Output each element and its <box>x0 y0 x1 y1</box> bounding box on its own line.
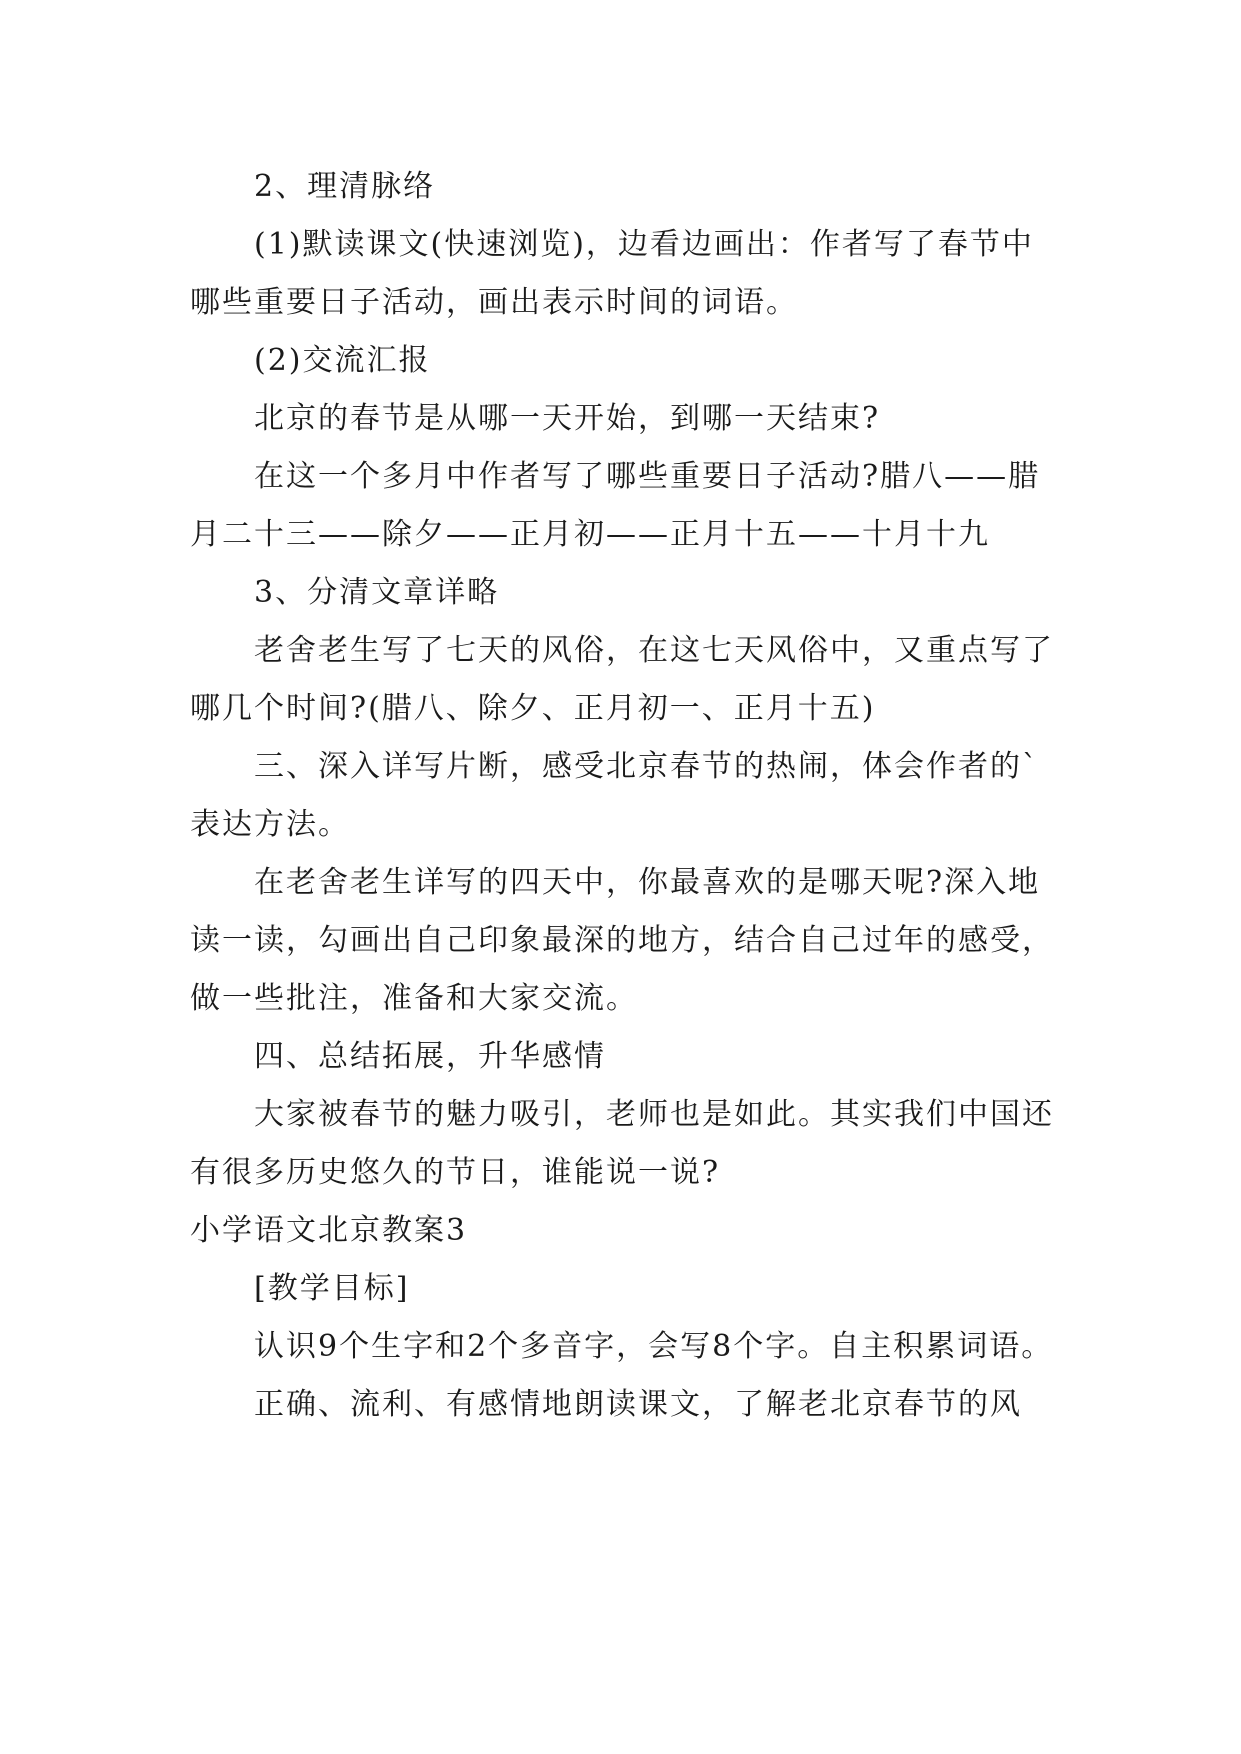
paragraph: 老舍老生写了七天的风俗，在这七天风俗中，又重点写了哪几个时间?(腊八、除夕、正月初一、正月十五) <box>190 633 1054 726</box>
paragraph: 北京的春节是从哪一天开始，到哪一天结束? <box>254 401 881 436</box>
paragraph: 正确、流利、有感情地朗读课文，了解老北京春节的风 <box>254 1387 1022 1422</box>
paragraph: 认识9个生字和2个多音字，会写8个字。自主积累词语。 <box>254 1329 1054 1364</box>
paragraph: 2、理清脉络 <box>254 169 436 204</box>
section-heading: 小学语文北京教案3 <box>190 1213 468 1248</box>
paragraph: (1)默读课文(快速浏览)，边看边画出：作者写了春节中哪些重要日子活动，画出表示时间的词语。 <box>190 227 1034 320</box>
paragraph: 在老舍老生详写的四天中，你最喜欢的是哪天呢?深入地读一读，勾画出自己印象最深的地方，结合自己过年的感受，做一些批注，准备和大家交流。 <box>190 865 1054 1016</box>
paragraph: 三、深入详写片断，感受北京春节的热闹，体会作者的`表达方法。 <box>190 749 1039 842</box>
paragraph: [教学目标] <box>254 1271 410 1306</box>
document-page <box>190 158 1060 1434</box>
paragraph: (2)交流汇报 <box>254 343 431 378</box>
paragraph: 在这一个多月中作者写了哪些重要日子活动?腊八——腊月二十三——除夕——正月初——正月十五——十月十九 <box>190 459 1041 552</box>
paragraph: 四、总结拓展，升华感情 <box>254 1039 606 1074</box>
paragraph: 3、分清文章详略 <box>254 575 500 610</box>
paragraph: 大家被春节的魅力吸引，老师也是如此。其实我们中国还有很多历史悠久的节日，谁能说一说? <box>190 1097 1054 1190</box>
